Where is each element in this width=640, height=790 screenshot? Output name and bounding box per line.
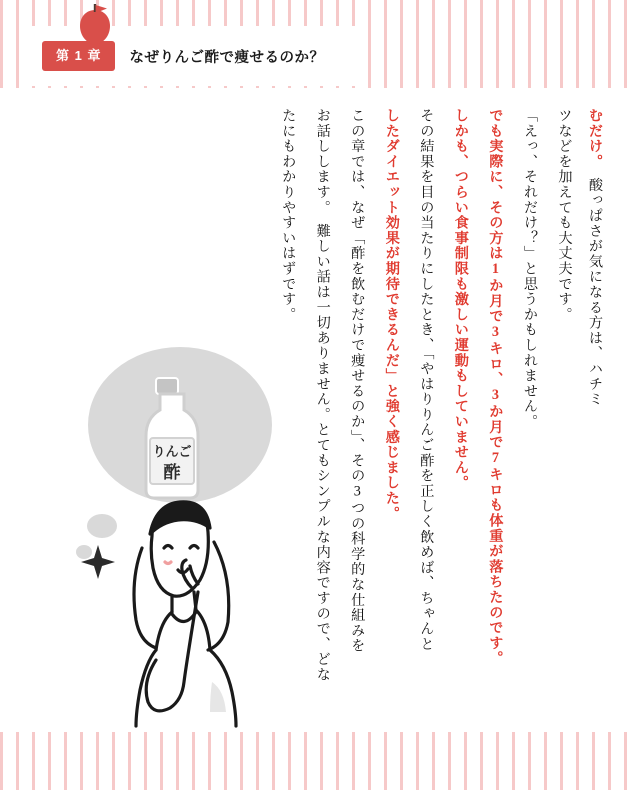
text-column-9: たにもわかりやすいはずです。 (280, 108, 297, 323)
chapter-badge: 第 1 章 (42, 41, 115, 71)
page-title: なぜりんご酢で痩せるのか？ (129, 49, 325, 66)
apple-with-flag-icon (68, 4, 122, 55)
bottle-label-bottom: 酢 (163, 463, 181, 482)
text-column-3: でも実際に、その方は1か月で3キロ、3か月で7キロも体重が落ちたのです。 (487, 108, 504, 666)
text-column-2: 「えっ、それだけ？」と思うかもしれません。 (521, 108, 538, 430)
text-run-red: むだけ。 (587, 108, 603, 163)
text-column-4: しかも、つらい食事制限も激しい運動もしていません。 (452, 108, 469, 491)
text-column-8: お話しします。 難しい話は一切ありません。とてもシンプルな内容ですので、どな (314, 108, 331, 683)
illustration-woman-with-bottle (60, 330, 290, 730)
text-column-7: この章では、なぜ「酢を飲むだけで痩せるのか」、その3つの科学的な仕組みを (349, 108, 366, 654)
vertical-text-area (269, 108, 610, 728)
text-run-black: 酸っぱさが気になる方は、ハチミツなどを加えても大丈夫です。 (556, 108, 603, 407)
text-column-5: その結果を目の当たりにしたとき、「やはりりんご酢を正しく飲めば、ちゃんと (418, 108, 435, 652)
bottle-label-top: りんご (152, 444, 192, 459)
text-column-6: したダイエット効果が期待できるんだ」と強く感じました。 (383, 108, 400, 522)
text-column-1 (549, 108, 610, 408)
